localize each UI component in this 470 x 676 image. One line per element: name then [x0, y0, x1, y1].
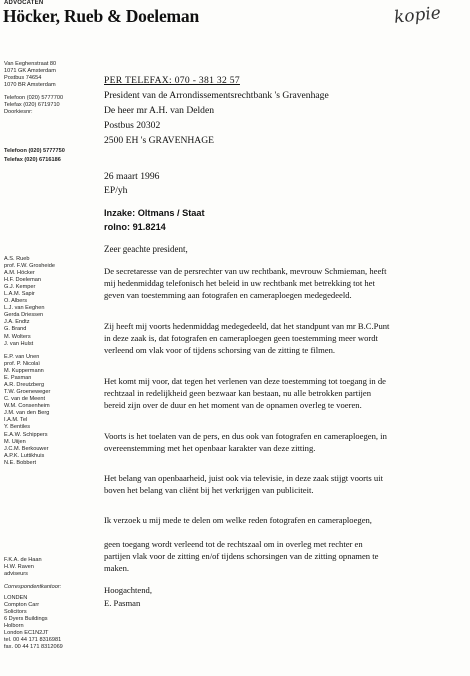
paragraph-line: Voorts is het toelaten van de pers, en dus ook van fotografen en cameraploegen, in — [104, 431, 387, 441]
paragraph-line: Zij heeft mij voorts hedenmiddag medegedeeld, dat het standpunt van mr B.C.Punt — [104, 321, 390, 331]
advisor-list — [4, 557, 68, 578]
paragraph-line: in deze zaak is, dat fotografen en cameraploegen geen toestemming meer wordt — [104, 333, 378, 344]
partner-name: M. Wolters — [4, 333, 31, 340]
office-line: 1071 GK Amsterdam — [4, 68, 56, 75]
partner-name: G. Brand — [4, 326, 27, 333]
case-number: rolno: 91.8214 — [104, 222, 166, 232]
recipient-line: President van de Arrondissementsrechtbank 's Gravenhage — [104, 90, 329, 101]
associate-name: M. Uiijen — [4, 438, 26, 445]
paragraph-line: partijen vlak voor de zitting en/of tijdens schorsingen van de zitting opnamen te — [104, 551, 379, 562]
partner-name: L.J. van Eeghen — [4, 305, 45, 312]
office-line: Doorkiesnr: — [4, 109, 33, 116]
partner-name: J.A. Endtz — [4, 319, 30, 326]
partner-name: J. van Hulst — [4, 340, 34, 347]
associate-name: A.P.K. Luttikhuis — [4, 452, 45, 459]
paragraph — [104, 472, 456, 496]
paragraph-line: Ik verzoek u mij mede te delen om welke reden fotografen en cameraploegen, — [104, 515, 372, 525]
associate-name: N.E. Bobbert — [4, 459, 37, 466]
paragraph — [104, 538, 456, 575]
signatory: E. Pasman — [104, 598, 141, 608]
associate-name: J.C.M. Berkouwer — [4, 445, 49, 452]
paragraph-line: De secretaresse van de persrechter van uw rechtbank, mevrouw Schmieman, heeft — [104, 266, 387, 276]
associate-name: C. van de Meent — [4, 396, 46, 403]
associate-name: Y. Bentiles — [4, 424, 31, 431]
correspondent-line: Compton Carr — [4, 602, 40, 609]
office-line: Van Eeghenstraat 80 — [4, 61, 57, 67]
correspondent-heading: Correspondentkantoor: — [4, 584, 62, 590]
office-line: Telefax (020) 6719710 — [4, 102, 60, 109]
associate-name: A.R. Dreutzberg — [4, 382, 45, 389]
associate-name: E.A.W. Schippers — [4, 431, 48, 438]
office-line: 1070 BR Amsterdam — [4, 82, 56, 89]
partner-name: A.M. Höcker — [4, 270, 35, 277]
paragraph-line: maken. — [104, 563, 130, 574]
paragraph — [104, 375, 456, 412]
associate-list — [4, 354, 68, 467]
paragraph-line: geven van toestemming aan fotografen en cameraploegen medegedeeld. — [104, 290, 352, 301]
correspondent-line: London EC1N2JT — [4, 630, 49, 637]
direct-fax: Telefax (020) 6716186 — [4, 157, 61, 164]
paragraph-line: mij hedenmiddag telefonisch het beleid in uw rechtbank met betrekking tot het — [104, 278, 375, 289]
firm-name: Höcker, Rueb & Doeleman — [3, 6, 199, 26]
associate-name: W.M. Consenheim — [4, 403, 50, 410]
associate-name: I.A.M. Tel — [4, 417, 28, 424]
salutation: Zeer geachte president, — [104, 244, 188, 254]
associate-name: prof. P. Nicolaï — [4, 361, 40, 368]
associate-name: E. Pasman — [4, 375, 32, 382]
partner-name: A.S. Rueb — [4, 256, 30, 262]
direct-contact — [4, 148, 68, 164]
associate-name: E.P. van Unen — [4, 354, 40, 360]
paragraph-line: boven het belang van cliënt bij het verkrijgen van publiciteit. — [104, 485, 314, 496]
paragraph-line: overeenstemming met het openbaar karakter van deze zitting. — [104, 443, 316, 454]
associate-name: J.M. van den Berg — [4, 410, 50, 417]
advisor-name: F.K.A. de Haan — [4, 557, 42, 563]
subject-line: Inzake: Oltmans / Staat — [104, 208, 205, 218]
paragraph-line: Het komt mij voor, dat tegen het verlenen van deze toestemming tot toegang in de — [104, 376, 386, 386]
partner-name: Gerda Driessen — [4, 312, 44, 319]
paragraph-line: verleend om vlak voor of tijdens schorsing van de zitting te filmen. — [104, 345, 336, 356]
office-address — [4, 61, 68, 116]
paragraph-line: bereid zijn over de duur en het moment van de opnamen overleg te voeren. — [104, 400, 362, 411]
paragraph-line: rechtzaal in redelijkheid geen bezwaar kan bestaan, nu alle betrokken partijen — [104, 388, 371, 399]
fax-header: PER TELEFAX: 070 - 381 32 57 — [104, 75, 240, 86]
advisor-label: adviseurs — [4, 571, 28, 578]
advisor-name: H.W. Raven — [4, 564, 34, 571]
partner-name: H.F. Doeleman — [4, 277, 41, 284]
associate-name: T.W. Groeneweger — [4, 389, 51, 396]
correspondent-line: 6 Dyers Buildings — [4, 616, 48, 623]
correspondent-line: fax. 00 44 171 8312069 — [4, 644, 63, 651]
correspondent-office — [4, 584, 68, 651]
paragraph — [104, 320, 456, 357]
reference: EP/yh — [104, 185, 128, 196]
office-line: Postbus 74654 — [4, 75, 42, 82]
correspondent-line: Holborn — [4, 623, 24, 630]
partner-name: O. Albers — [4, 298, 28, 305]
partner-name: G.J. Kemper — [4, 284, 36, 291]
direct-phone: Telefoon (020) 5777750 — [4, 148, 65, 154]
recipient-line: De heer mr A.H. van Delden — [104, 105, 215, 116]
paragraph — [104, 265, 456, 302]
recipient-line: 2500 EH 's GRAVENHAGE — [104, 135, 215, 146]
advocaten-label: ADVOCATEN — [4, 0, 44, 6]
partner-name: prof. F.W. Grosheide — [4, 263, 55, 270]
partner-list — [4, 256, 68, 348]
closing: Hoogachtend, — [104, 585, 152, 595]
paragraph-line: Het belang van openbaarheid, juist ook via televisie, in deze zaak stijgt voorts uit — [104, 473, 383, 483]
associate-name: M. Kuppermann — [4, 368, 44, 375]
paragraph — [104, 430, 456, 454]
correspondent-line: tel. 00 44 171 8316981 — [4, 637, 62, 644]
handwritten-copy-mark: kopie — [393, 3, 442, 28]
paragraph-line: geen toegang wordt verleend tot de rechtszaal om in overleg met rechter en — [104, 539, 363, 549]
letter-date: 26 maart 1996 — [104, 171, 160, 182]
paragraph — [104, 514, 456, 526]
correspondent-line: Solicitors — [4, 609, 27, 616]
correspondent-line: LONDEN — [4, 595, 28, 602]
office-line: Telefoon (020) 5777700 — [4, 95, 64, 102]
recipient-line: Postbus 20302 — [104, 120, 161, 131]
partner-name: L.A.M. Sapir — [4, 291, 35, 298]
